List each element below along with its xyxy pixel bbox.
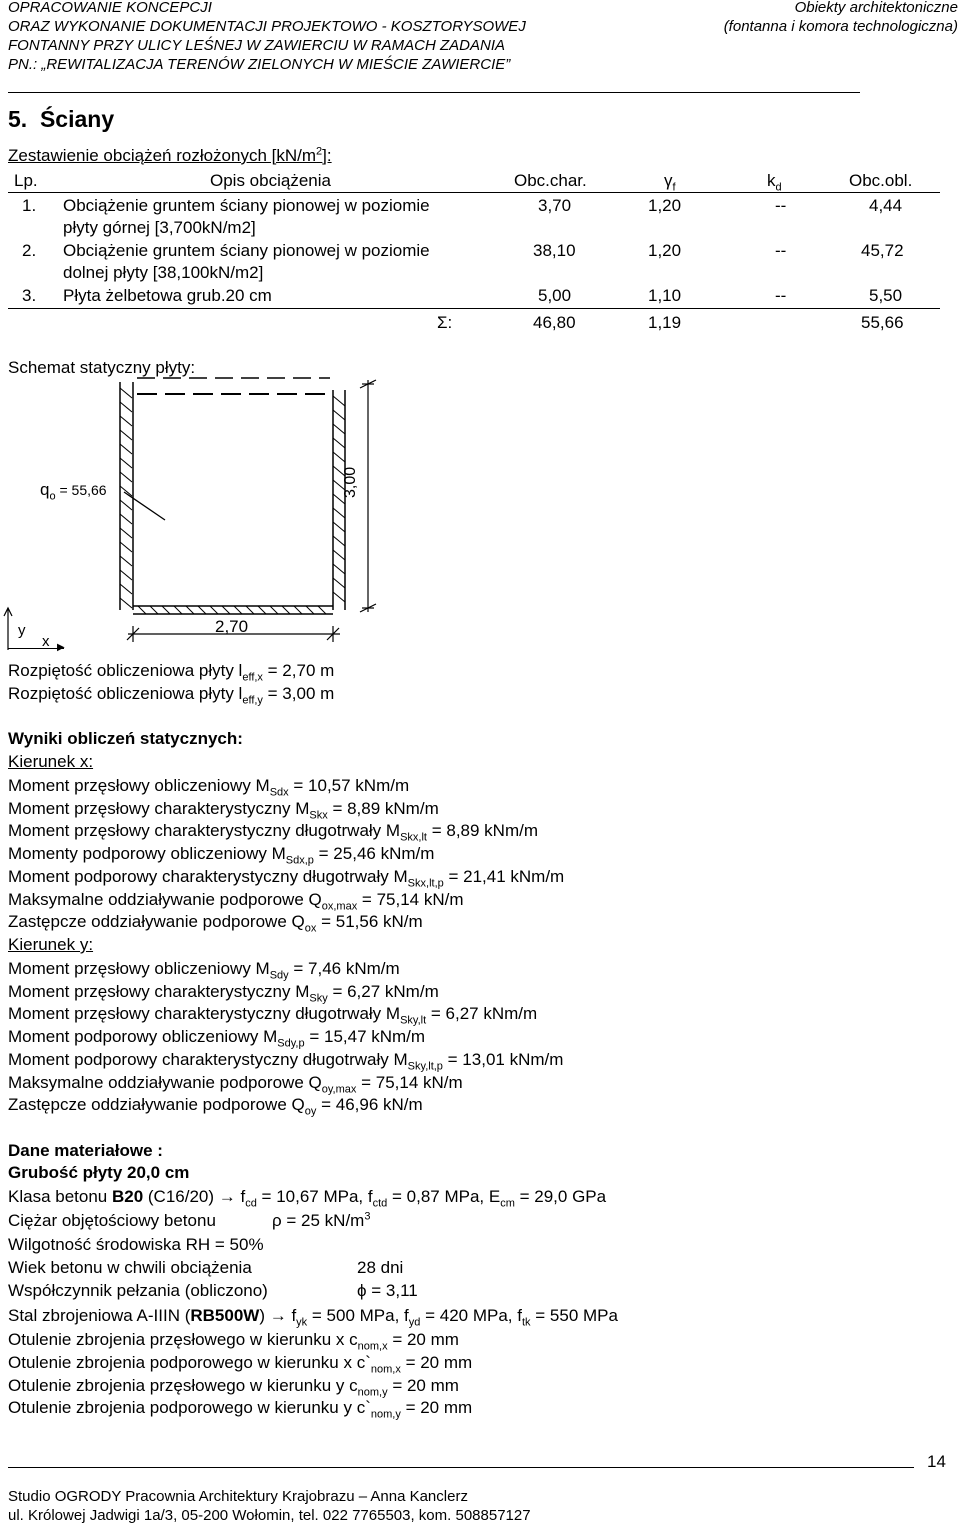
header-line-3: FONTANNY PRZY ULICY LEŚNEJ W ZAWIERCIU W RAMACH ZADANIA [8, 37, 506, 54]
result-y-line: Moment podporowy charakterystyczny długotrwały $M_{Sky,lt,p} = 13,01$ kNm/m [8, 1049, 564, 1073]
scheme-title: Schemat statyczny płyty: [8, 358, 196, 377]
axes-icon [4, 608, 12, 650]
result-x-line: Moment przęsłowy charakterystyczny długotrwały $M_{Skx,lt} = 8,89$ kNm/m [8, 821, 538, 844]
age-label: Wiek betonu w chwili obciążenia [8, 1258, 252, 1277]
row2-desc1: Obciążenie gruntem ściany pionowej w poziomie [63, 241, 430, 260]
bottom-clamped-edge [133, 606, 333, 614]
age-value: 28 dni [357, 1258, 404, 1277]
concrete-class: Klasa betonu B20 $(C16/20) \to f_{cd} = 10,67$ MPa, $f_{ctd} = 0,87$ MPa, $E_{cm} = 29,0$ GPa [8, 1187, 607, 1210]
col-lp: Lp. [14, 171, 38, 190]
row1-char: 3,70 [538, 196, 572, 215]
row1-gamma: 1,20 [648, 196, 682, 215]
right-clamped-edge [333, 390, 345, 610]
x-axis-line [8, 648, 64, 649]
dim-vertical-label: 3,00 [342, 466, 359, 498]
row1-lp: 1. [22, 196, 37, 215]
row3-char: 5,00 [538, 286, 572, 305]
left-clamped-edge [120, 382, 133, 610]
humidity: Wilgotność środowiska RH = 50% [8, 1235, 264, 1254]
span-x: Rozpiętość obliczeniowa płyty $l_{eff,x} = 2,70$ m [8, 661, 335, 684]
row3-obl: 5,50 [869, 286, 903, 305]
x-axis-arrow-icon: ▶ [57, 642, 65, 653]
cover-line: Otulenie zbrojenia przęsłowego w kierunku x $c_{nom,x} = 20$ mm [8, 1330, 459, 1353]
row1-desc1: Obciążenie gruntem ściany pionowej w poziomie [63, 196, 430, 215]
header-line-1: OPRACOWANIE KONCEPCJI [8, 0, 212, 16]
results-y-list [8, 958, 563, 1117]
result-x-line: Moment przęsłowy charakterystyczny $M_{Skx} = 8,89$ kNm/m [8, 798, 439, 822]
sum-char: 46,80 [533, 313, 576, 332]
load-label: $q_o = 55,66$ [40, 480, 107, 503]
row3-gamma: 1,10 [648, 286, 682, 305]
creep-label: Współczynnik pełzania (obliczono) [8, 1281, 268, 1300]
result-x-line: Maksymalne oddziaływanie podporowe $Q_{ox,max} = 75,14$ kN/m [8, 889, 464, 912]
footer-line-2: ul. Królowej Jadwigi 1a/3, 05-200 Wołomin, tel. 022 7765503, kom. 508857127 [8, 1507, 531, 1524]
creep-value: ϕ = 3,11 [357, 1281, 418, 1300]
row1-obl: 4,44 [869, 196, 903, 215]
dim-horizontal-label: 2,70 [215, 617, 249, 636]
result-x-line: Zastępcze oddziaływanie podporowe $Q_{ox} = 51,56$ kN/m [8, 912, 423, 935]
row2-desc2: dolnej płyty [38,100kN/m2] [63, 263, 264, 282]
row3-kd: -- [775, 286, 787, 305]
arrow-right-icon: → [269, 1306, 287, 1325]
result-y-line: Moment podporowy obliczeniowy $M_{Sdy,p} = 15,47$ kNm/m [8, 1027, 426, 1050]
loads-heading: Zestawienie obciążeń rozłożonych $[kN/m^2]$: [8, 145, 332, 165]
col-desc: Opis obciążenia [210, 171, 331, 190]
row2-lp: 2. [22, 241, 37, 260]
load-leader-line [124, 492, 165, 520]
axis-y-label: y [18, 622, 26, 639]
result-y-line: Maksymalne oddziaływanie podporowe $Q_{oy,max} = 75,14$ kN/m [8, 1072, 463, 1095]
covers-list [8, 1329, 472, 1420]
materials-heading: Dane materiałowe : [8, 1141, 163, 1160]
col-kd: $k_d$ [767, 171, 782, 194]
result-x-line: Moment podporowy charakterystyczny długotrwały $M_{Skx,lt,p} = 21,41$ kNm/m [8, 866, 565, 890]
row2-gamma: 1,20 [648, 241, 682, 260]
static-scheme-diagram [0, 370, 400, 650]
table-bottom-rule [8, 308, 940, 309]
row3-desc1: Płyta żelbetowa grub.20 cm [63, 286, 272, 305]
header-rule [8, 92, 860, 93]
col-char: Obc.char. [514, 171, 587, 190]
cover-line: Otulenie zbrojenia podporowego w kierunku y $c`_{nom,y} = 20$ mm [8, 1398, 473, 1421]
row1-kd: -- [775, 196, 787, 215]
sum-label: Σ: [437, 313, 453, 332]
header-right-2: (fontanna i komora technologiczna) [723, 18, 958, 35]
row2-kd: -- [775, 241, 787, 260]
results-dir-y: Kierunek y: [8, 935, 94, 954]
col-obl: Obc.obl. [849, 171, 913, 190]
row2-obl: 45,72 [861, 241, 904, 260]
row2-char: 38,10 [533, 241, 576, 260]
result-y-line: Moment przęsłowy obliczeniowy $M_{Sdy} = 7,46$ kNm/m [8, 959, 400, 982]
result-x-line: Momenty podporowy obliczeniowy $M_{Sdx,p} = 25,46$ kNm/m [8, 844, 435, 867]
cover-line: Otulenie zbrojenia przęsłowego w kierunku y $c_{nom,y} = 20$ mm [8, 1375, 459, 1398]
sum-obl: 55,66 [861, 313, 904, 332]
result-y-line: Moment przęsłowy charakterystyczny długotrwały $M_{Sky,lt} = 6,27$ kNm/m [8, 1004, 538, 1027]
result-y-line: Moment przęsłowy charakterystyczny $M_{Sky} = 6,27$ kNm/m [8, 981, 439, 1005]
results-dir-x: Kierunek x: [8, 752, 94, 771]
footer-line-1: Studio OGRODY Pracownia Architektury Krajobrazu – Anna Kanclerz [8, 1488, 468, 1505]
header-line-4: PN.: „REWITALIZACJA TERENÓW ZIELONYCH W MIEŚCIE ZAWIERCIE” [8, 56, 511, 73]
results-x-list [8, 775, 564, 934]
result-x-line: Moment przęsłowy obliczeniowy $M_{Sdx} = 10,57$ kNm/m [8, 776, 410, 799]
results-heading: Wyniki obliczeń statycznych: [8, 729, 243, 748]
cover-line: Otulenie zbrojenia podporowego w kierunku x $c`_{nom,x} = 20$ mm [8, 1352, 473, 1376]
vertical-dimension [360, 380, 376, 612]
header-right-1: Obiekty architektoniczne [794, 0, 958, 16]
arrow-right-icon: → [218, 1187, 236, 1206]
row1-desc2: płyty górnej [3,700kN/m2] [63, 218, 256, 237]
table-header-rule [8, 192, 940, 193]
section-title: 5. Ściany [8, 106, 115, 132]
slab-thickness: Grubość płyty 20,0 cm [8, 1163, 190, 1182]
concrete-weight-label: Ciężar objętościowy betonu [8, 1211, 216, 1230]
header-line-2: ORAZ WYKONANIE DOKUMENTACJI PROJEKTOWO - KOSZTORYSOWEJ [8, 18, 526, 35]
span-y: Rozpiętość obliczeniowa płyty $l_{eff,y} = 3,00$ m [8, 684, 335, 707]
axis-x-label: x [42, 633, 50, 650]
concrete-weight-value: ρ = 25 $kN/m^3$ [272, 1210, 371, 1230]
footer-rule [8, 1467, 914, 1468]
top-free-edge [137, 378, 333, 394]
page-number: 14 [927, 1452, 946, 1471]
sum-gamma: 1,19 [648, 313, 682, 332]
steel-class: Stal zbrojeniowa A-IIIN $(RB500W) \to f_{yk} = 500$ MPa, $f_{yd} = 420$ MPa, $f_{tk} = 550$ MPa [8, 1306, 618, 1329]
row3-lp: 3. [22, 286, 37, 305]
col-gamma: $\gamma_f$ [664, 171, 676, 194]
result-y-line: Zastępcze oddziaływanie podporowe $Q_{oy} = 46,96$ kN/m [8, 1095, 423, 1118]
